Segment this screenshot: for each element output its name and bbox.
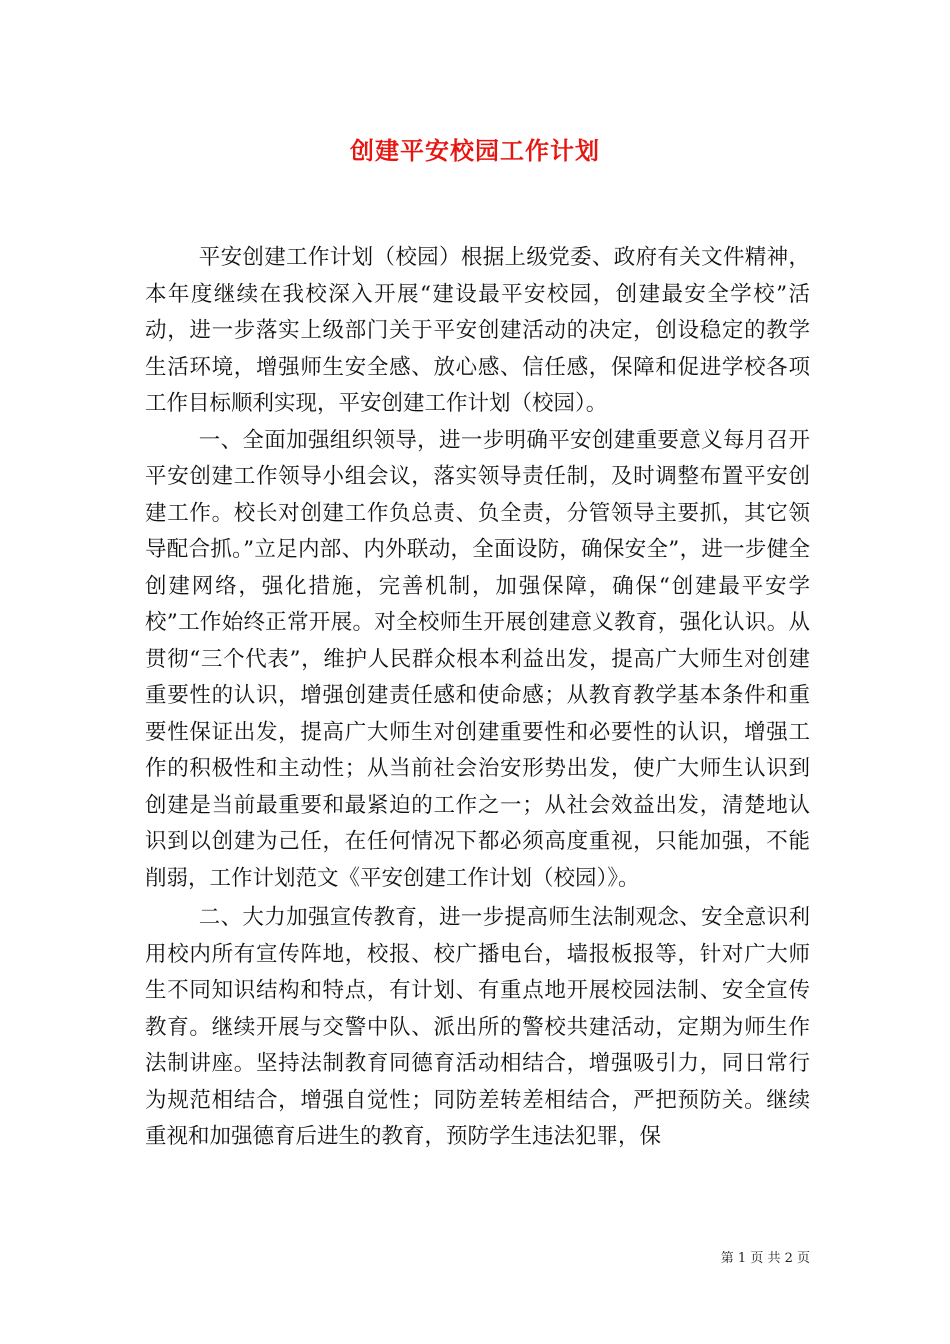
document-title: 创建平安校园工作计划 — [350, 136, 600, 165]
paragraph-section-one: 一、全面加强组织领导，进一步明确平安创建重要意义每月召开平安创建工作领导小组会议，落实领导责任制，及时调整布置平安创建工作。校长对创建工作负总责、负全责，分管领导主要抓，其它领导配合抓。”立足内部、内外联动，全面设防，确保安全”，进一步健全创建网络，强化措施，完善机制，加强保障，确保“创建最平安学校”工作始终正常开展。对全校师生开展创建意义教育，强化认识。从贯彻“三个代表”，维护人民群众根本利益出发，提高广大师生对创建重要性的认识，增强创建责任感和使命感；从教育教学基本条件和重要性保证出发，提高广大师生对创建重要性和必要性的认识，增强工作的积极性和主动性；从当前社会治安形势出发，使广大师生认识到创建是当前最重要和最紧迫的工作之一；从社会效益出发，清楚地认识到以创建为己任，在任何情况下都必须高度重视，只能加强，不能削弱，工作计划范文《平安创建工作计划（校园）》。 — [145, 427, 810, 891]
paragraph-section-two: 二、大力加强宣传教育，进一步提高师生法制观念、安全意识利用校内所有宣传阵地，校报、校广播电台，墙报板报等，针对广大师生不同知识结构和特点，有计划、有重点地开展校园法制、安全宣传教育。继续开展与交警中队、派出所的警校共建活动，定期为师生作法制讲座。坚持法制教育同德育活动相结合，增强吸引力，同日常行为规范相结合，增强自觉性；同防差转差相结合，严把预防关。继续重视和加强德育后进生的教育，预防学生违法犯罪，保 — [145, 905, 810, 1149]
paragraph-intro: 平安创建工作计划（校园）根据上级党委、政府有关文件精神，本年度继续在我校深入开展“建设最平安校园，创建最安全学校”活动，进一步落实上级部门关于平安创建活动的决定，创设稳定的教学生活环境，增强师生安全感、放心感、信任感，保障和促进学校各项工作目标顺利实现，平安创建工作计划（校园）。 — [145, 245, 810, 416]
document-body — [145, 240, 810, 1156]
page-number: 第 1 页 共 2 页 — [720, 1251, 810, 1266]
